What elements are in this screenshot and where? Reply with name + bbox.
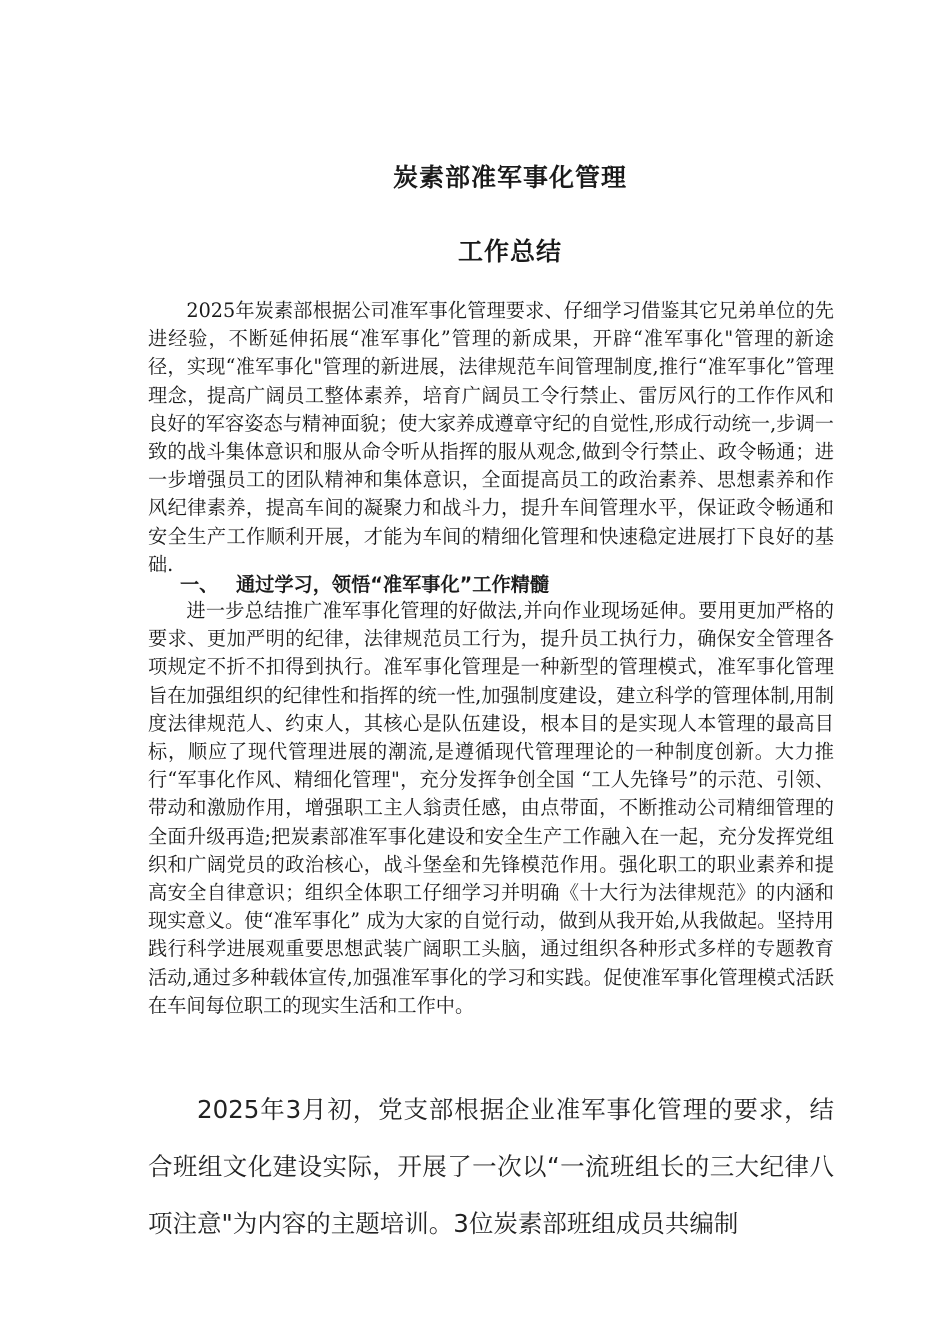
section-number: 一、 bbox=[180, 573, 219, 596]
intro-paragraph: 2025年炭素部根据公司准军事化管理要求、仔细学习借鉴其它兄弟单位的先进经验，不断延伸拓展“准军事化”管理的新成果，开辟“准军事化"管理的新途径，实现“准军事化"管理的新进展，法律规范车间管理制度,推行“准军事化”管理理念，提高广阔员工整体素养，培育广阔员工令行禁止、雷厉风行的工作作风和良好的军容姿态与精神面貌；使大家养成遵章守纪的自觉性,形成行动统一,步调一致的战斗集体意识和服从命令听从指挥的服从观念,做到令行禁止、政令畅通；进一步增强员工的团队精神和集体意识，全面提高员工的政治素养、思想素养和作风纪律素养，提高车间的凝聚力和战斗力，提升车间管理水平，保证政令畅通和安全生产工作顺利开展，才能为车间的精细化管理和快速稳定进展打下良好的基础. bbox=[148, 299, 834, 576]
large-paragraph: 2025年3月初，党支部根据企业准军事化管理的要求，结合班组文化建设实际，开展了一次以“一流班组长的三大纪律八项注意"为内容的主题培训。3位炭素部班组成员共编制 bbox=[148, 1095, 834, 1238]
document-title: 炭素部准军事化管理 bbox=[392, 163, 627, 192]
section-heading-text: 通过学习，领悟“准军事化”工作精髓 bbox=[236, 573, 550, 596]
section-heading bbox=[180, 571, 820, 599]
document-subtitle: 工作总结 bbox=[457, 237, 562, 266]
section-paragraph: 进一步总结推广准军事化管理的好做法,并向作业现场延伸。要用更加严格的要求、更加严明的纪律，法律规范员工行为，提升员工执行力，确保安全管理各项规定不折不扣得到执行。准军事化管理是一种新型的管理模式，准军事化管理旨在加强组织的纪律性和指挥的统一性,加强制度建设，建立科学的管理体制,用制度法律规范人、约束人，其核心是队伍建设，根本目的是实现人本管理的最高目标，顺应了现代管理进展的潮流,是遵循现代管理理论的一种制度创新。大力推行“军事化作风、精细化管理"，充分发挥争创全国 “工人先锋号”的示范、引领、带动和激励作用，增强职工主人翁责任感，由点带面，不断推动公司精细管理的全面升级再造;把炭素部准军事化建设和安全生产工作融入在一起，充分发挥党组织和广阔党员的政治核心，战斗堡垒和先锋模范作用。强化职工的职业素养和提高安全自律意识；组织全体职工仔细学习并明确《十大行为法律规范》的内涵和现实意义。使“准军事化” 成为大家的自觉行动，做到从我开始,从我做起。坚持用践行科学进展观重要思想武装广阔职工头脑，通过组织各种形式多样的专题教育活动,通过多种载体宣传,加强准军事化的学习和实践。促使准军事化管理模式活跃在车间每位职工的现实生活和工作中。 bbox=[148, 599, 834, 1017]
